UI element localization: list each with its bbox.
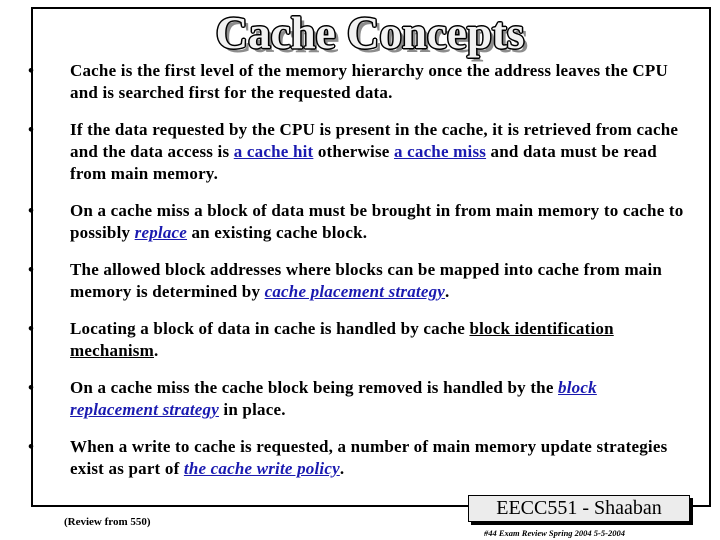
bullet-text: When a write to cache is requested, a number of main memory update strategies exist as part of (70, 437, 668, 478)
bullet-text: The allowed block addresses where blocks can be mapped into cache from main memory is determined by (70, 260, 663, 301)
bullet-text: On a cache miss the cache block being removed is handled by the (70, 378, 559, 397)
bullet-text: in place. (218, 400, 286, 419)
bullet-marker: • (28, 437, 35, 456)
bullet-item (28, 377, 688, 421)
emphasized-term: a cache miss (393, 142, 487, 161)
bullet-marker: • (28, 120, 35, 139)
bullet-text: otherwise (313, 142, 394, 161)
emphasized-term: block identification mechanism (70, 319, 614, 360)
footer-slide-info: #44 Exam Review Spring 2004 5-5-2004 (484, 528, 625, 538)
bullet-item (28, 119, 688, 185)
bullet-marker: • (28, 378, 35, 397)
bullet-marker: • (28, 61, 35, 80)
bullet-text: an existing cache block. (187, 223, 368, 242)
bullet-text: Locating a block of data in cache is handled by cache (70, 319, 470, 338)
bullet-marker: • (28, 260, 35, 279)
bullet-text: . (339, 459, 345, 478)
bullet-text: and data must be read from main memory. (70, 142, 657, 183)
bullet-text: . (445, 282, 450, 301)
bullet-text: . (153, 341, 159, 360)
bullet-marker: • (28, 201, 35, 220)
bullet-text: Cache is the first level of the memory hierarchy once the address leaves the CPU and is searched first for the requested data. (70, 61, 668, 102)
course-badge: EECC551 - Shaaban (468, 495, 690, 522)
emphasized-term: cache placement strategy (264, 282, 446, 301)
bullet-item (28, 318, 688, 362)
emphasized-term: block replacement strategy (70, 378, 597, 419)
slide-title: Cache Concepts (215, 8, 525, 58)
footer-review-note: (Review from 550) (64, 516, 151, 528)
bullet-item (28, 200, 688, 244)
emphasized-term: a cache hit (233, 142, 314, 161)
emphasized-term: replace (134, 223, 188, 242)
bullet-text: On a cache miss a block of data must be brought in from main memory to cache to possibly (70, 201, 684, 242)
bullet-item (28, 436, 688, 480)
bullet-item (28, 259, 688, 303)
bullet-item (28, 60, 688, 104)
bullet-list (28, 60, 688, 495)
emphasized-term: the cache write policy (183, 459, 340, 478)
bullet-marker: • (28, 319, 35, 338)
bullet-text: If the data requested by the CPU is present in the cache, it is retrieved from cache and the data access is (70, 120, 679, 161)
